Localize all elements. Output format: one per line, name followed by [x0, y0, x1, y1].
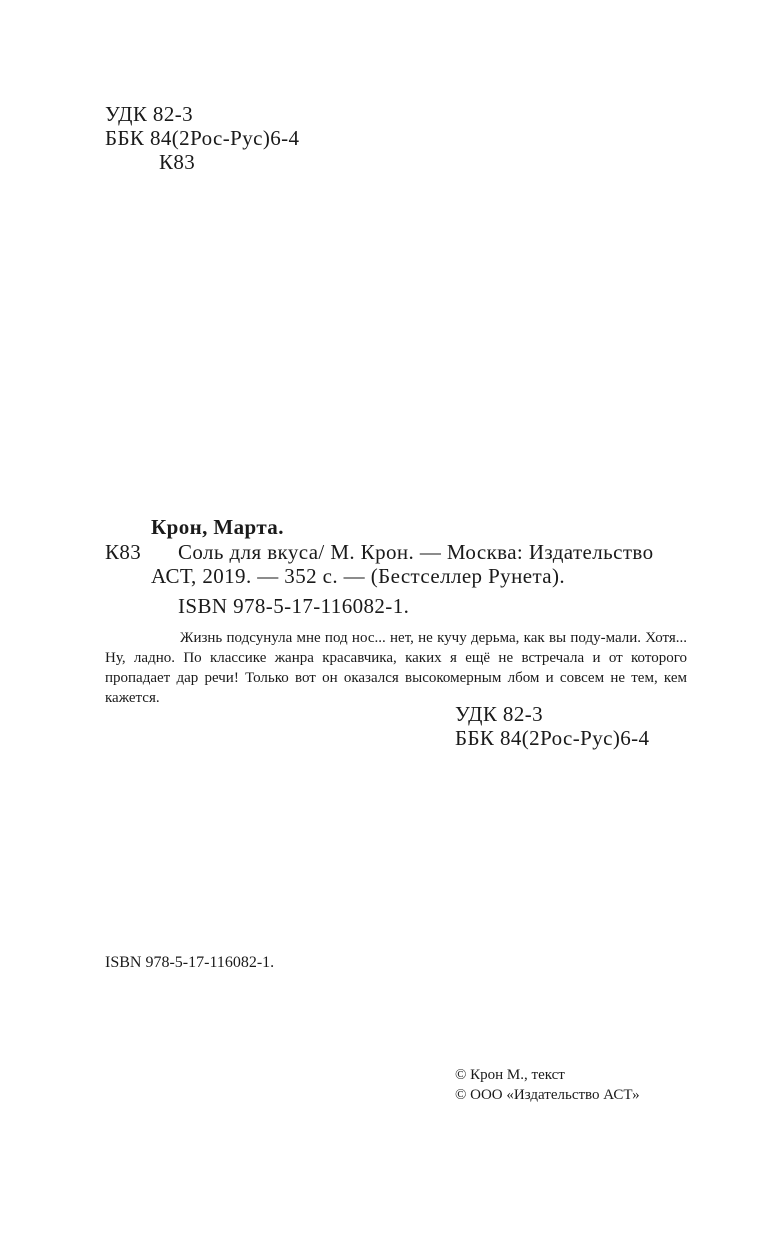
annotation-text: Жизнь подсунула мне под нос... нет, не кучу дерьма, как вы поду-мали. Хотя... Ну, ладно. По классике жанра красавчика, каких я ещё не встречала и от которого пропадает дар речи! Только вот он оказался высокомерным лбом и совсем не тем, кем кажется. [105, 630, 687, 706]
title-line-1: Соль для вкуса/ М. Крон. — Москва: Издательство [178, 540, 654, 564]
author-heading: Крон, Марта. [151, 515, 284, 539]
author-mark: К83 [105, 540, 142, 564]
udk-index-record: УДК 82-3 [455, 702, 544, 726]
annotation [105, 628, 687, 708]
author-mark-top: К83 [159, 150, 196, 174]
bbk-index-top: ББК 84(2Рос-Рус)6-4 [105, 126, 300, 150]
title-line-2: АСТ, 2019. — 352 с. — (Бестселлер Рунета). [151, 564, 566, 588]
copyright-publisher: © ООО «Издательство АСТ» [455, 1087, 640, 1103]
isbn-bottom: ISBN 978-5-17-116082-1. [105, 954, 275, 971]
bbk-index-record: ББК 84(2Рос-Рус)6-4 [455, 726, 650, 750]
copyright-author: © Крон М., текст [455, 1067, 565, 1083]
udk-index-top: УДК 82-3 [105, 102, 194, 126]
isbn-record: ISBN 978-5-17-116082-1. [178, 594, 410, 618]
